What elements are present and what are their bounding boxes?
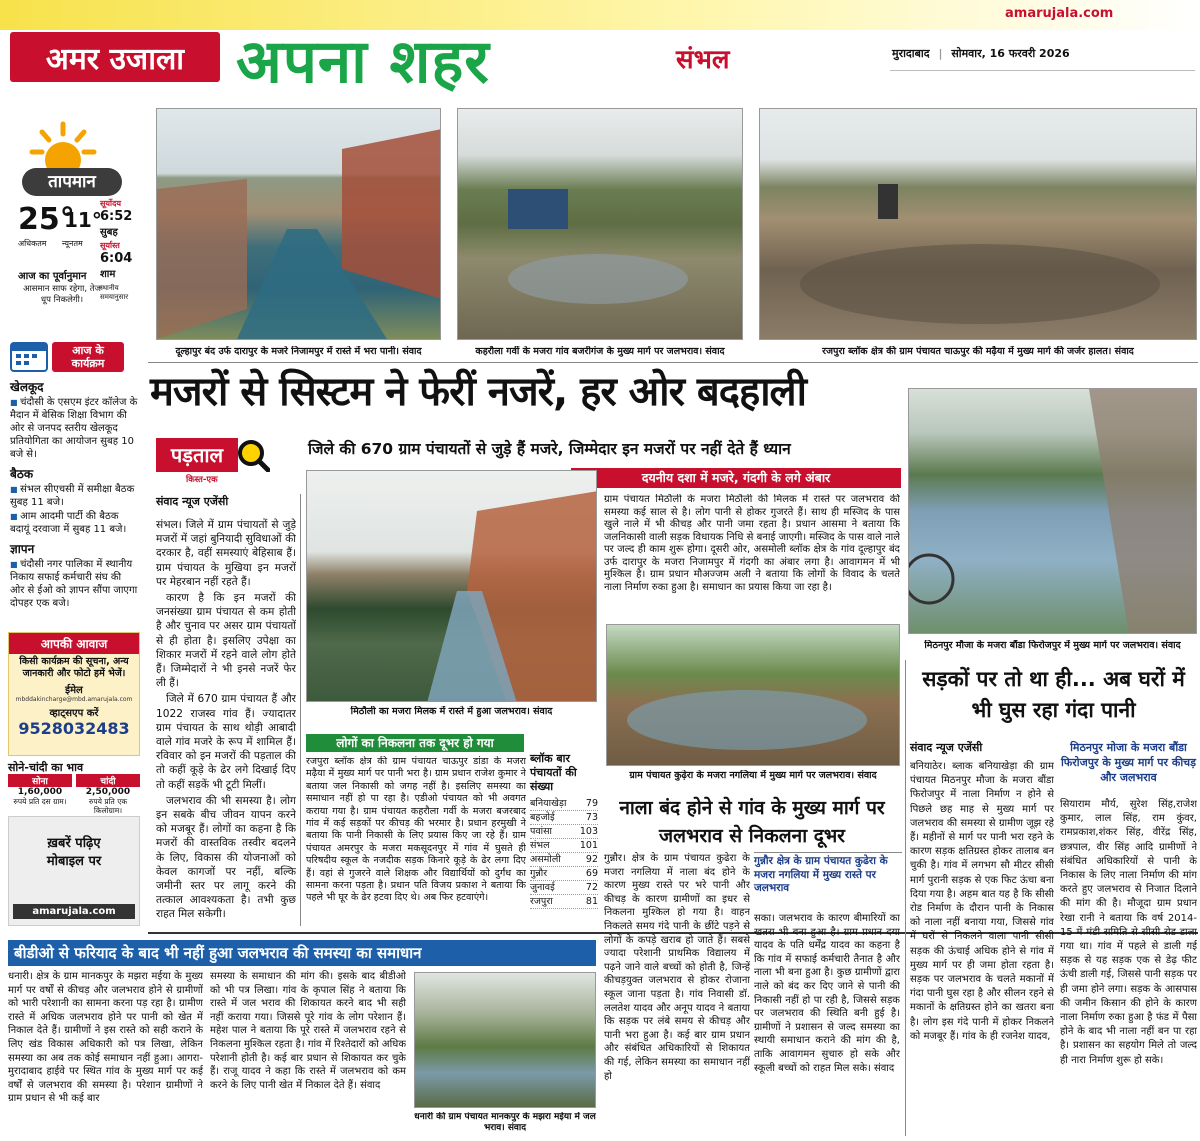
sunset-label: सूर्यास्त [100, 241, 120, 250]
site-url[interactable]: amarujala.com [1005, 6, 1114, 21]
whatsapp-label: व्हाट्सएप करें [49, 708, 99, 719]
events-list [10, 380, 138, 610]
series-part: किस्त-एक [186, 475, 218, 485]
masthead-rule [890, 70, 1195, 71]
photo-manakpur [414, 972, 596, 1108]
forecast-title: आज का पूर्वानुमान [18, 271, 87, 282]
bdo-col1: धनारी। क्षेत्र के ग्राम मानकपुर के मझरा मईया के मुख्य मार्ग पर वर्षों से कीचड़ और जलभराव होने से ग्रामीणों को भारी परेशानी का सामना करना पड़ रहा है। ग्रामीण रास्ते में अधिक जलभराव होने पर पानी को खेत में निकाल देते हैं। ग्रामीणों ने इस रास्ते को सही कराने के लिए खंड विकास अधिकारी को पत्र लिखा, लेकिन समस्या का अब तक कोई समाधान नहीं हुआ। आगरा-मुरादाबाद हाईवे पर स्थित गांव के मुख्य मार्ग पर कई वर्षों से जलभराव की समस्या है। परेशान ग्रामीणों ने ग्राम प्रधान से भी कई बार [8, 971, 203, 1105]
silver-label: चांदी [76, 774, 140, 787]
local-time-note: स्थानीय समयानुसार [100, 284, 129, 301]
gold-silver-title: सोने-चांदी का भाव [8, 761, 84, 774]
promo-line2: मोबाइल पर [46, 854, 102, 869]
block-count: 79 [585, 798, 598, 809]
events-heading: ज्ञापन [10, 542, 35, 556]
right-col2: सियाराम मौर्य, सुरेश सिंह,राजेश कुमार, लाल सिंह, राम कुंवर, रामप्रकाश,शंकर सिंह, वीरेंद्र सिंह, छत्रपाल, वीर सिंह आदि ग्रामीणों ने संबंधित अधिकारियों से पानी के निकास के लिए नाला निर्माण की मांग करते हुए जलभराव से निजात दिलाने की मांग की है। मौजूदा ग्राम प्रधान रेखा रानी ने बताया कि वर्ष 2014-15 में मंडी समिति से सीसी रोड डाला गया था। गांव में पहले से डाली गई सड़क से यह सड़क एक से डेढ़ फीट ऊंची डाली गई, जिससे पानी सड़क पर ही जमा होने लगा। सड़क के आसपास की जमीन किसान की होने के कारण नाला निर्माण रुका हुआ है फंड में पैसा होने के बाद भी नाला नहीं बन पा रहा है। प्रशासन का सहयोग मिले तो जल्द ही नारा निर्माण शुरू हो सके। [1060, 799, 1197, 1066]
event-item: ■ चंदौसी के एसएम इंटर कॉलेज के मैदान में बेसिक शिक्षा विभाग की ओर से जनपद स्तरीय खेलकूद प्रतियोगिता का आयोजन सुबह 10 बजे से। [10, 396, 138, 461]
block-name: असमोली [530, 854, 561, 865]
gold-price: 1,60,000 [17, 787, 63, 797]
voice-box [8, 632, 140, 756]
gold-col [8, 774, 72, 806]
block-table-rows [530, 797, 598, 909]
block-count: 72 [585, 882, 598, 893]
block-name: पवांसा [530, 826, 553, 837]
sunset-period: शाम [100, 269, 116, 280]
events-section-3 [10, 542, 138, 610]
right-box-title: मिठनपुर मोजा के मजरा बौंडा फिरोजपुर के मुख्य मार्ग पर कीचड़ और जलभराव [1060, 741, 1197, 784]
brand-logo[interactable] [10, 32, 220, 82]
block-table-row [530, 825, 598, 839]
max-label: अधिकतम [18, 239, 47, 248]
caption-mithauli: मिठौली का मजरा मिलक में रास्ते में हुआ जलभराव। संवाद [350, 706, 553, 717]
block-count: 103 [579, 826, 598, 837]
block-name: बनियाखेड़ा [530, 798, 567, 809]
voice-text: किसी कार्यक्रम की सूचना, अन्य जानकारी और फोटो हमें भेजें। [19, 656, 129, 679]
min-label: न्यूनतम [62, 239, 83, 248]
block-name: गुन्नौर [530, 868, 548, 879]
dateline-date: सोमवार, 16 फरवरी 2026 [951, 47, 1070, 60]
gold-unit: रुपये प्रति दस ग्राम। [13, 797, 67, 806]
gold-label: सोना [8, 774, 72, 787]
promo-line1: ख़बरें पढ़िए [47, 836, 101, 851]
block-table-row [530, 797, 598, 811]
voice-title: आपकी आवाज [9, 633, 139, 654]
event-item: ■ संभल सीएचसी में समीक्षा बैठक सुबह 11 बजे। [10, 483, 138, 509]
email-address[interactable]: mbddakincharge@mbd.amarujala.com [15, 696, 133, 703]
sunset-time: 6:04 [100, 251, 133, 266]
lead-right-text: ग्राम पंचायत मिठौली के मजरा मिठौली की मिलक में रास्ते पर जलभराव की समस्या कई साल से है। लोग पानी से होकर गुजरते हैं। साथ ही मस्जिद के पास खुले नाले में भी कीचड़ और पानी जमा रहता है। प्रधान आसमा ने बताया कि जलनिकासी वाली सड़क विधायक निधि से बनाई जाएगी। मस्जिद के पास वाले नाले पर जल्द ही काम शुरू होगा। दूसरी ओर, असमोली ब्लॉक क्षेत्र के गांव दूल्हापुर बंद उर्फ दारापुर के मजरा निजामपुर में गंदगी का अंबार लगा है। आवागमन में भी मुश्किल है। ग्राम प्रधान मौअज्जम अली ने बताया कि लोगों के विवाद के चलते नाला निर्माण रुका हुआ है। समाधान का प्रयास किया जा रहा है। [604, 494, 900, 593]
block-name: रजपुरा [530, 896, 553, 907]
block-table-row [530, 895, 598, 909]
photo-mithauli [306, 470, 597, 702]
events-heading: खेलकूद [10, 380, 44, 394]
caption-bajriganj: कहरौला गर्वी के मजरा गांव बजरीगंज के मुख्य मार्ग पर जलभराव। संवाद [475, 346, 725, 357]
right-byline: संवाद न्यूज एजेंसी [910, 741, 983, 754]
whatsapp-number[interactable]: 9528032483 [18, 719, 130, 738]
green-strap-text: रजपुरा ब्लॉक क्षेत्र की ग्राम पंचायत चाऊपुर डांडा के मजरा मढ़ैया में मुख्य मार्ग पर पानी भरा है। ग्राम प्रधान राजेश कुमार ने बताया जल निकासी को जगह नहीं है। इसलिए समस्या का समाधान नहीं हो पा रहा है। एडीओ पंचायत को भी अवगत कराया गया है। ग्राम पंचायत कहरौला गर्वी के मजरा बजरबाद गांव में कई सड़कों पर कीचड़ की भरमार है। प्रधान हरमुखी ने बताया कि पानी निकासी के लिए प्रयास किए जा रहे हैं। ग्राम पंचायत अमरपुर के मजरा मकसूदनपुर में गांव में घुसते ही परिषदीय स्कूल के नजदीक सड़क किनारे कूड़े के ढेर लगा दिए हैं। वहां से गुजरने वाले शिक्षक और विद्यार्थियों को दुर्गंध का सामना करना पड़ता है। प्रधान पति विजय प्रकाश ने बताया कि पहले भी घूर के ढेर हटवा दिए थे। अब फिर हटवाएंगे। [306, 756, 526, 904]
block-count: 69 [585, 868, 598, 879]
photo-kudhera [606, 624, 900, 766]
dateline: मुरादाबाद | सोमवार, 16 फरवरी 2026 [892, 47, 1070, 60]
top-divider [148, 362, 1198, 363]
event-item: ■ आम आदमी पार्टी की बैठक बदायूं दरवाजा में सुबह 11 बजे। [10, 510, 138, 536]
lead-para: संभल। जिले में ग्राम पंचायतों से जुड़े मजरों में जहां बुनियादी सुविधाओं की दरकार है, वहीं समस्याएं बेहिसाब हैं। ग्राम पंचायत के मुखिया इन मजरों पर मेहरबान नहीं रहते हैं। [156, 519, 296, 588]
dateline-city: मुरादाबाद [892, 47, 930, 60]
caption-manakpur: धनारी की ग्राम पंचायत मानकपुर के मझरा मईया में जल भराव। संवाद [414, 1112, 596, 1133]
block-table-row [530, 811, 598, 825]
silver-col [76, 774, 140, 815]
lead-red-strap: दयनीय दशा में मजरे, गंदगी के लगे अंबार [571, 468, 901, 488]
events-title: आज के कार्यक्रम [52, 342, 124, 372]
lead-para: जलभराव की भी समस्या है। लोग इन सबके बीच जीवन यापन करने को मजबूर हैं। लोगों का कहना है कि मजरों की वास्तविक तस्वीर बदलने के लिए, विकास की योजनाओं को केवल कागजों पर नहीं, बल्कि जमीनी स्तर पर लागू करने की तत्काल आवश्यकता है। तभी कुछ राहत मिल सकेगी। [156, 794, 296, 921]
block-table-row [530, 853, 598, 867]
lead-headline: मजरों से सिस्टम ने फेरीं नजरें, हर ओर बदहाली [150, 369, 807, 415]
lead-byline: संवाद न्यूज एजेंसी [156, 495, 229, 508]
lead-body [156, 518, 296, 928]
photo-nizampur [156, 108, 441, 340]
silver-price: 2,50,000 [85, 787, 131, 797]
silver-unit: रुपये प्रति एक किलोग्राम। [88, 797, 128, 815]
lead-para: जिले में 670 ग्राम पंचायत हैं और 1022 राजस्व गांव हैं। ज्यादातर ग्राम पंचायत के साथ थोड़ी आबादी वाले गांव मजरे के रूप में शामिल हैं। रविवार को इन मजरों की पड़ताल की तो कहीं कूड़े के ढेर लगे दिखाई दिए तो कहीं सड़कें भी टूटी मिलीं। [156, 693, 296, 791]
padtal-logo [156, 438, 268, 490]
sunrise-time: 6:52 [100, 209, 133, 224]
block-count: 92 [585, 854, 598, 865]
events-heading: बैठक [10, 467, 34, 481]
block-table-title: ब्लॉक बार पंचायतों की संख्या [530, 752, 577, 793]
block-name: संभल [530, 840, 550, 851]
brand-name: अमर उजाला [45, 41, 185, 77]
sunrise-label: सूर्योदय [100, 199, 122, 208]
weather-box [8, 110, 140, 325]
bdo-col2: समस्या के समाधान की मांग की। इसके बाद बीडीओ को भी पत्र लिखा। गांव के कृपाल सिंह ने बताया कि रास्ते में जल भराव की शिकायत करने बाद भी सही नहीं कराया गया। जिससे पूरे गांव के लोग परेशान हैं। महेश पाल ने बताया कि पूरे रास्ते में जलभराव रहने से निकलना मुश्किल रहता है। गांव में रिश्तेदारों को अधिक परेशानी होती है। कई बार प्रधान से शिकायत कर चुके हैं। राजू यादव ने कहा कि रास्ते में जलभराव को कम करने के लिए पानी खेत में निकाल देते हैं। संवाद [210, 971, 406, 1091]
nala-subhead: गुन्नौर क्षेत्र के ग्राम पंचायत कुढेरा के मजरा नगलिया में मुख्य रास्ते पर जलभराव [754, 852, 902, 896]
sunrise-period: सुबह [100, 227, 118, 238]
email-label: ईमेल [65, 685, 83, 696]
masthead [0, 0, 1200, 100]
forecast-text: आसमान साफ रहेगा, तेज धूप निकलेगी। [23, 284, 101, 305]
block-table [530, 752, 598, 928]
block-table-row [530, 867, 598, 881]
photo-baunda [908, 388, 1197, 634]
photo-chaupur [759, 108, 1197, 340]
block-name: बहजोई [530, 812, 555, 823]
caption-baunda: मिठनपुर मौजा के मजरा बौंडा फिरोजपुर में मुख्य मार्ग पर जलभराव। संवाद [924, 640, 1181, 651]
promo-site: amarujala.com [13, 904, 135, 919]
block-name: जुनावई [530, 882, 555, 893]
right-col1: बनियाठेर। ब्लाक बनियाखेड़ा की ग्राम पंचायत मिठनपुर मौजा के मजरा बौंडा फिरोजपुर में नाला निर्माण न होने से पिछले छह माह से मुख्य मार्ग पर जलभराव की समस्या से ग्रामीण जूझ रहे हैं। महीनों से मार्ग पर पानी भरा रहने के कारण सड़क क्षतिग्रस्त होकर तालाब बन चुकी है। गांव में लगभग सौ मीटर सीसी मार्ग पुरानी सड़क से एक फिट ऊंचा बना दिया गया है। अहम बात यह है कि सीसी रोड निर्माण के दौरान पानी के निकास को नाला नहीं बनाया गया, जिससे गांव में घरों से निकलने वाला पानी सीसी सड़क की ऊंचाई अधिक होने से गांव में मुख्य मार्ग पर ही जमा होता रहता है। सड़क पर जलभराव के चलते मकानों में गंदा पानी घुस रहा है और सीलन रहने से मकानों के क्षतिग्रस्त होने का खतरा बना है। लोग इस गंदे पानी में होकर निकलने को मजबूर हैं। गांव के ही रजनेश यादव, [910, 761, 1054, 1042]
weather-title-badge: तापमान [22, 168, 122, 196]
events-section-1 [10, 380, 138, 461]
nala-col2: सका। जलभराव के कारण बीमारियों का खतरा भी बना हुआ है। ग्राम प्रधान दया यादव के पति धर्मेंद्र यादव का कहना है कि गांव में सफाई कर्मचारी तैनात है और नाला भी बना हुआ है। कुछ ग्रामीणों द्वारा नाले को बंद कर दिए जाने से पानी की निकासी नहीं हो पा रही है, जिससे सड़क पर जलभराव की स्थिति बनी हुई है। ग्रामीणों ने प्रशासन से जल्द समस्या का स्थायी समाधान कराने की मांग की है, ताकि आवागमन सुचारु हो सके और स्कूली बच्चों को राहत मिल सके। संवाद [754, 913, 900, 1074]
event-item: ■ चंदौसी नगर पालिका में स्थानीय निकाय सफाई कर्मचारी संघ की ओर से ईओ को ज्ञापन सौंपा जाएगा दोपहर एक बजे। [10, 558, 138, 610]
col-divider [905, 660, 906, 1136]
mobile-promo[interactable] [8, 816, 140, 926]
caption-kudhera: ग्राम पंचायत कुढ़ेरा के मजरा नगलिया में मुख्य मार्ग पर जलभराव। संवाद [629, 770, 877, 781]
magnifier-icon [236, 438, 270, 472]
nala-col1: गुन्नौर। क्षेत्र के ग्राम पंचायत कुढेरा के मजरा नगलिया में नाला बंद होने के कारण मुख्य रास्ते पर भरे पानी और कीचड़ के कारण ग्रामीणों का इधर से निकलना मुश्किल हो गया है। वाहन निकलते समय गंदे पानी के छींटे पड़ने से लोगों के कपड़े खराब हो जाते हैं। सबसे ज्यादा परेशानी प्राथमिक विद्यालय में पढ़ने जाने वाले बच्चों को होती है, जिन्हें कीचड़युक्त जलभराव से होकर रोजाना स्कूल जाना पड़ता है। गांव निवासी डॉ. ललतेश यादव और अनूप यादव ने बताया कि सड़क पर लंबे समय से कीचड़ और पानी भरा हुआ है। कई बार ग्राम प्रधान और संबंधित अधिकारियों से शिकायत की गई, लेकिन समस्या का समाधान नहीं हो [604, 853, 750, 1082]
events-section-2 [10, 467, 138, 536]
col-divider [300, 494, 301, 926]
nala-headline: नाला बंद होने से गांव के मुख्य मार्ग पर जलभराव से निकलना दूभर [619, 797, 885, 847]
block-count: 73 [585, 812, 598, 823]
lead-para: कारण है कि इन मजरों की जनसंख्या ग्राम पंचायत से कम होती है और चुनाव पर असर ग्राम पंचायतों से ही होता है। इसलिए उपेक्षा का शिकार मजरों में रहने वाले लोग होते हैं। जिम्मेदारों ने भी इनसे नजरें फेर ली हैं। [156, 592, 296, 690]
max-temp: 25° [18, 202, 75, 237]
bdo-headline: बीडीओ से फरियाद के बाद भी नहीं हुआ जलभराव की समस्या का समाधान [14, 944, 422, 962]
lead-subheadline: जिले की 670 ग्राम पंचायतों से जुड़े हैं मजरे, जिम्मेदार इन मजरों पर नहीं देते हैं ध्यान [308, 440, 791, 458]
section-title: अपना शहर [236, 27, 490, 97]
caption-nizampur: दूल्हापुर बंद उर्फ दारापुर के मजरे निजामपुर में रास्ते में भरा पानी। संवाद [175, 346, 422, 357]
green-strap: लोगों का निकलना तक दूभर हो गया [306, 734, 524, 752]
block-table-row [530, 881, 598, 895]
photo-bajriganj [457, 108, 743, 340]
block-table-row [530, 839, 598, 853]
padtal-tag: पड़ताल [156, 438, 238, 472]
min-temp: 11° [64, 208, 102, 232]
sunrise [100, 198, 142, 302]
block-count: 81 [585, 896, 598, 907]
block-count: 101 [579, 840, 598, 851]
calendar-icon [10, 338, 48, 372]
bdo-headline-bar [8, 940, 596, 966]
caption-chaupur: रजपुरा ब्लॉक क्षेत्र की ग्राम पंचायत चाऊपुर की मढ़ैया में मुख्य मार्ग की जर्जर हालत। संवाद [822, 346, 1134, 357]
city-name: संभल [676, 45, 730, 75]
right-headline: सड़कों पर तो था ही... अब घरों में भी घुस रहा गंदा पानी [922, 667, 1185, 722]
